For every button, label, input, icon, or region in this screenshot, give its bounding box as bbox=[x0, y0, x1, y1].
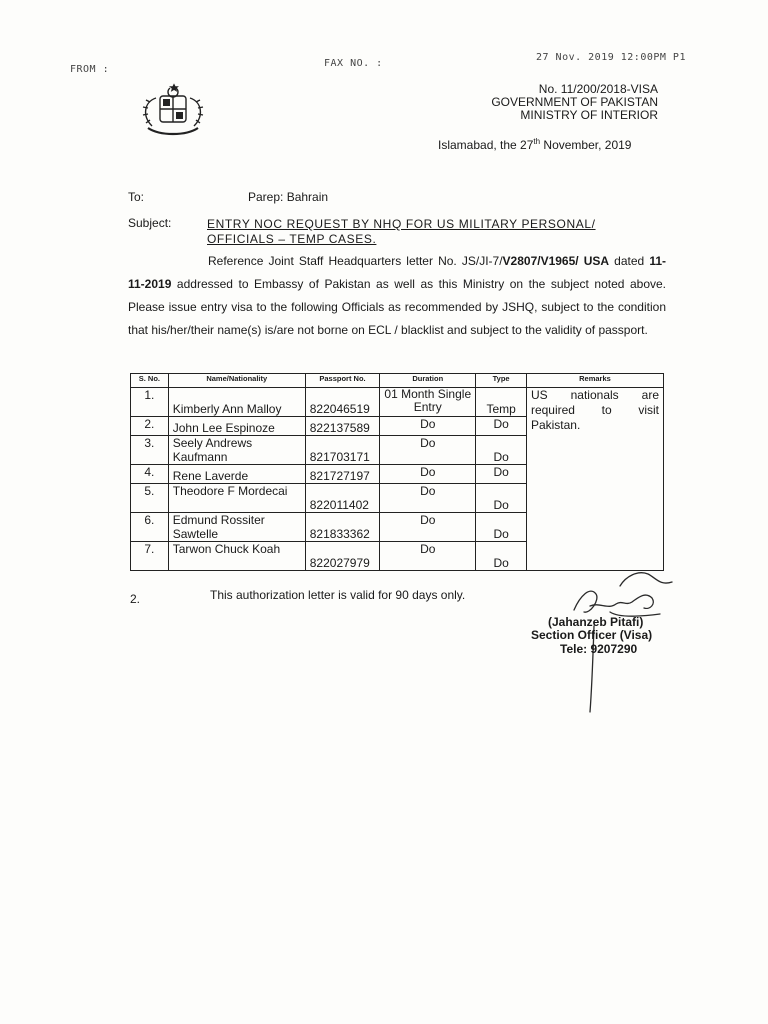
reference-number: No. 11/200/2018-VISA bbox=[538, 82, 658, 96]
table-header-row bbox=[131, 374, 664, 388]
row-passport: 821727197 bbox=[305, 465, 380, 484]
body-text-2: dated bbox=[609, 254, 650, 268]
row-sno: 7. bbox=[131, 542, 169, 571]
row-name: John Lee Espinoze bbox=[168, 417, 305, 436]
row-duration: Do bbox=[380, 484, 476, 513]
fax-from-label: FROM : bbox=[70, 64, 110, 75]
closing-para-number: 2. bbox=[130, 592, 141, 606]
row-passport: 822046519 bbox=[305, 388, 380, 417]
row-type: Do bbox=[476, 436, 527, 465]
body-letter-date: 11-11-2019 bbox=[128, 254, 666, 291]
header-passport: Passport No. bbox=[305, 374, 380, 388]
row-duration: Do bbox=[380, 465, 476, 484]
row-name: Kimberly Ann Malloy bbox=[168, 388, 305, 417]
row-sno: 2. bbox=[131, 417, 169, 436]
body-paragraph bbox=[128, 250, 666, 342]
row-passport: 822011402 bbox=[305, 484, 380, 513]
place-date-prefix: Islamabad, the 27 bbox=[438, 138, 534, 152]
row-sno: 5. bbox=[131, 484, 169, 513]
header-sno: S. No. bbox=[131, 374, 169, 388]
row-name: Rene Laverde bbox=[168, 465, 305, 484]
subject-line-2: OFFICIALS – TEMP CASES. bbox=[207, 232, 377, 246]
row-duration: Do bbox=[380, 513, 476, 542]
row-duration: Do bbox=[380, 542, 476, 571]
signatory-name: (Jahanzeb Pitafi) bbox=[548, 615, 644, 629]
row-sno: 3. bbox=[131, 436, 169, 465]
row-sno: 4. bbox=[131, 465, 169, 484]
header-name: Name/Nationality bbox=[168, 374, 305, 388]
row-type: Temp bbox=[476, 388, 527, 417]
row-name: Seely Andrews Kaufmann bbox=[168, 436, 305, 465]
body-letter-number: V2807/V1965/ USA bbox=[502, 254, 610, 268]
table-row bbox=[131, 388, 664, 417]
closing-para-text: This authorization letter is valid for 90 days only. bbox=[210, 588, 466, 602]
row-type: Do bbox=[476, 417, 527, 436]
signatory-telephone: Tele: 9207290 bbox=[560, 642, 638, 656]
row-passport: 822137589 bbox=[305, 417, 380, 436]
row-name: Theodore F Mordecai bbox=[168, 484, 305, 513]
row-type: Do bbox=[476, 542, 527, 571]
remarks-cell bbox=[526, 388, 663, 571]
fax-number-label: FAX NO. : bbox=[324, 58, 383, 69]
row-type: Do bbox=[476, 484, 527, 513]
row-sno: 1. bbox=[131, 388, 169, 417]
fax-timestamp: 27 Nov. 2019 12:00PM P1 bbox=[536, 52, 686, 63]
subject-label: Subject: bbox=[128, 216, 172, 230]
subject-line-1: ENTRY NOC REQUEST BY NHQ FOR US MILITARY PERSONAL/ bbox=[207, 217, 596, 231]
row-type: Do bbox=[476, 465, 527, 484]
to-recipient: Parep: Bahrain bbox=[248, 190, 329, 204]
place-date-suffix: November, 2019 bbox=[540, 138, 632, 152]
row-duration: 01 Month Single Entry bbox=[380, 388, 476, 417]
pakistan-emblem-icon bbox=[134, 82, 212, 140]
row-passport: 821703171 bbox=[305, 436, 380, 465]
row-type: Do bbox=[476, 513, 527, 542]
header-type: Type bbox=[476, 374, 527, 388]
ministry-heading: MINISTRY OF INTERIOR bbox=[520, 108, 658, 122]
header-duration: Duration bbox=[380, 374, 476, 388]
row-duration: Do bbox=[380, 417, 476, 436]
row-duration: Do bbox=[380, 436, 476, 465]
row-name: Edmund Rossiter Sawtelle bbox=[168, 513, 305, 542]
government-heading: GOVERNMENT OF PAKISTAN bbox=[491, 95, 658, 109]
row-name: Tarwon Chuck Koah bbox=[168, 542, 305, 571]
body-text-3: addressed to Embassy of Pakistan as well as this Ministry on the subject noted above. Please issue entry visa to the following Officials as recommended by JSHQ, subject to the condition that his/her/their name(s) is/are not borne on ECL / blacklist and subject to the validity of passport. bbox=[128, 277, 666, 337]
to-label: To: bbox=[128, 190, 145, 204]
remarks-text: US nationals are required to visit Pakistan. bbox=[530, 388, 659, 432]
header-remarks: Remarks bbox=[526, 374, 663, 388]
row-passport: 822027979 bbox=[305, 542, 380, 571]
row-passport: 821833362 bbox=[305, 513, 380, 542]
row-sno: 6. bbox=[131, 513, 169, 542]
officials-table bbox=[130, 373, 664, 571]
signatory-title: Section Officer (Visa) bbox=[531, 628, 653, 642]
body-text-1: Reference Joint Staff Headquarters letter No. JS/JI-7/ bbox=[208, 254, 503, 268]
place-date-superscript: th bbox=[533, 137, 541, 146]
place-and-date bbox=[438, 137, 631, 152]
